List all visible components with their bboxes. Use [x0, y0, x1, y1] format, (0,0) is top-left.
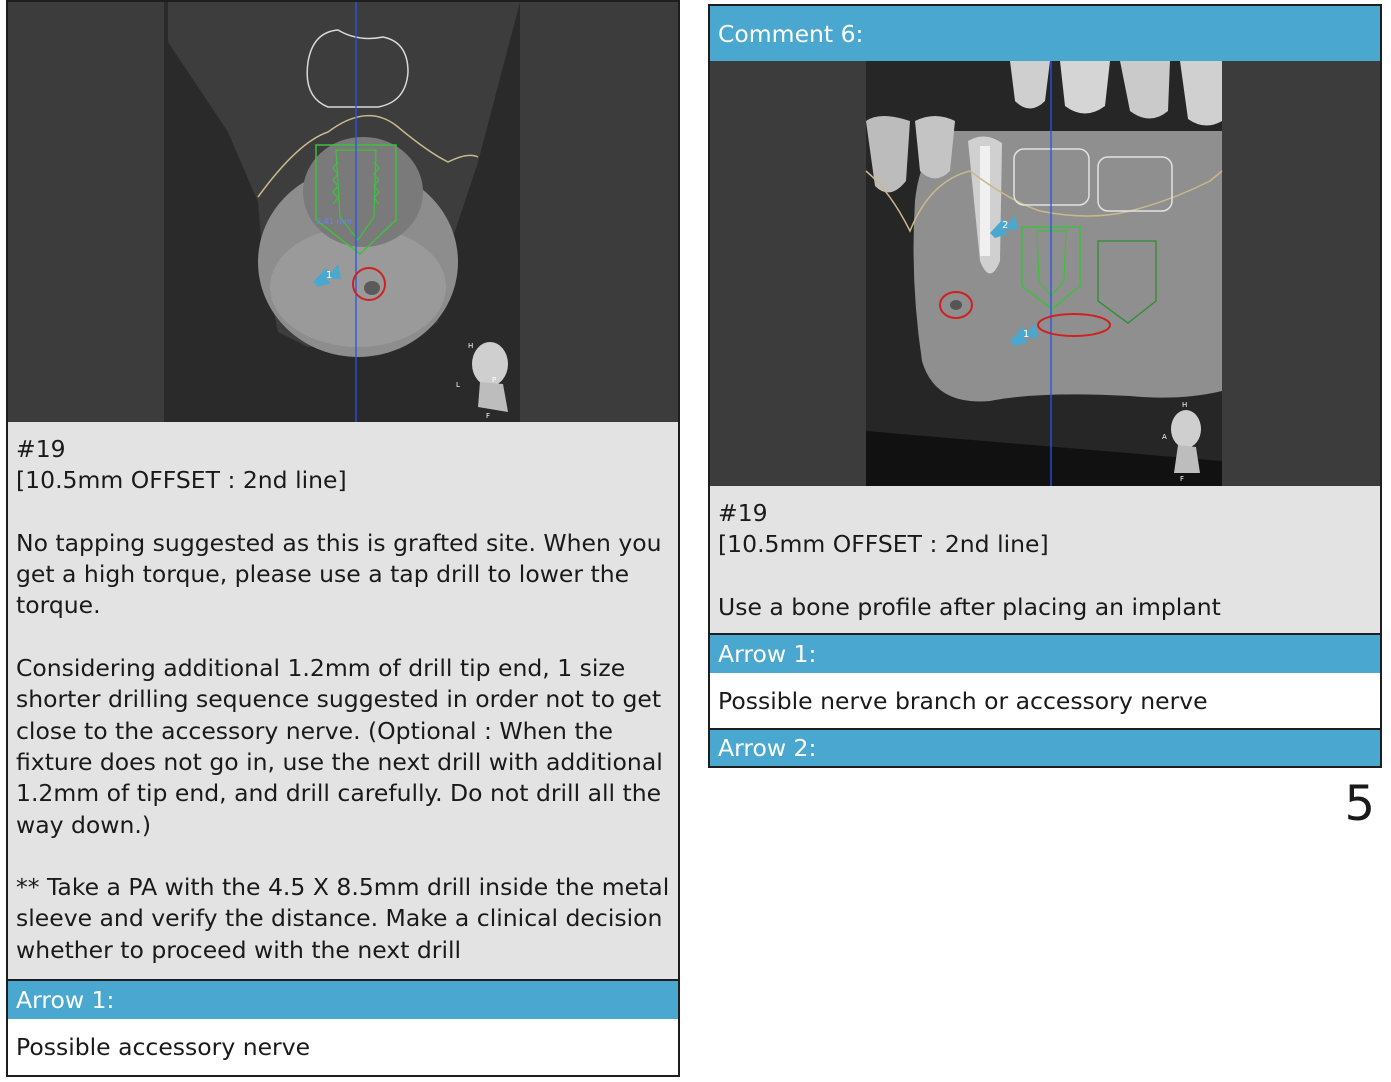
- tooth-number: #19: [16, 435, 66, 463]
- offset-line: [10.5mm OFFSET : 2nd line]: [718, 530, 1049, 559]
- svg-text:H: H: [1182, 401, 1188, 409]
- paragraph-pa: ** Take a PA with the 4.5 X 8.5mm drill inside the metal sleeve and verify the distance. Make a clinical decision whether to proceed with the next drill: [16, 873, 677, 964]
- left-ct-image: [8, 2, 678, 422]
- svg-text:F: F: [486, 412, 491, 420]
- page-number: 5: [1344, 776, 1375, 832]
- arrow-1-heading: Arrow 1:: [8, 981, 678, 1019]
- arrow-2-heading: Arrow 2:: [710, 730, 1380, 766]
- measure-label: 3.41 mm: [316, 217, 352, 226]
- paragraph-tapping: No tapping suggested as this is grafted site. When you get a high torque, please use a tap drill to lower the torque.: [16, 528, 670, 620]
- svg-text:1: 1: [1023, 329, 1030, 340]
- svg-text:H: H: [468, 342, 474, 350]
- arrow-1-description: Possible nerve branch or accessory nerve: [710, 673, 1380, 728]
- svg-text:2: 2: [1002, 220, 1009, 231]
- left-comment-text: [8, 422, 678, 979]
- paragraph-bone-profile: Use a bone profile after placing an implant: [718, 592, 1221, 621]
- offset-line: [10.5mm OFFSET : 2nd line]: [16, 466, 347, 495]
- right-comment-text: [710, 486, 1380, 633]
- arrow-1-heading: Arrow 1:: [710, 635, 1380, 673]
- tooth-number: #19: [718, 499, 768, 527]
- arrow-1-description: Possible accessory nerve: [8, 1019, 678, 1075]
- svg-text:1: 1: [326, 270, 333, 281]
- left-comment-panel: [6, 0, 680, 1077]
- svg-text:P: P: [492, 376, 497, 384]
- right-comment-panel: [708, 4, 1382, 768]
- right-ct-image: [710, 61, 1380, 486]
- svg-text:F: F: [1180, 475, 1185, 483]
- svg-text:L: L: [456, 381, 460, 389]
- svg-text:A: A: [1162, 433, 1167, 441]
- comment-heading: Comment 6:: [710, 6, 1380, 61]
- paragraph-drilling: Considering additional 1.2mm of drill tip end, 1 size shorter drilling sequence suggested in order not to get close to the accessory nerve. (Optional : When the fixture does not go in, use the next drill with additional 1.2mm of tip end, and drill carefully. Do not drill all the way down.): [16, 654, 671, 839]
